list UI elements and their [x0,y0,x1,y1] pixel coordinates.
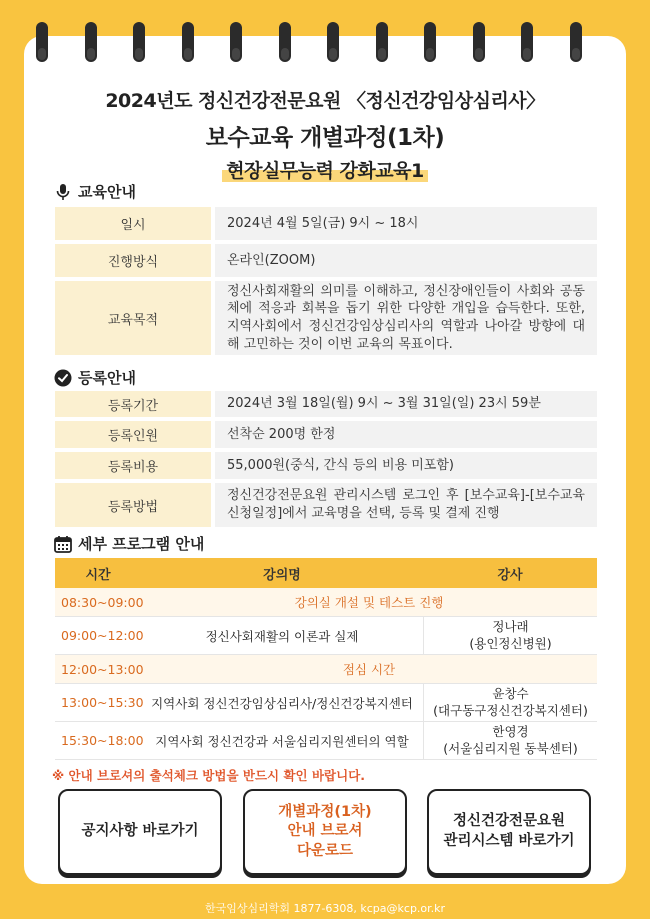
col-header-teacher: 강사 [497,567,523,583]
table-row [55,722,597,760]
row-label: 등록인원 [55,421,211,448]
table-row [55,391,597,417]
row-time: 08:30~09:00 [61,594,144,610]
row-time: 13:00~15:30 [61,695,144,710]
row-label: 진행방식 [55,244,211,277]
row-lecture: 지역사회 정신건강임상심리사/정신건강복지센터 [151,695,413,711]
table-row [55,244,597,277]
header-subtitle: 현장실무능력 강화교육1 [222,160,427,182]
header-title: 보수교육 개별과정(1차) [205,125,445,151]
row-lecture: 지역사회 정신건강과 서울심리지원센터의 역할 [155,733,409,749]
table-row [55,452,597,479]
row-label: 등록비용 [55,452,211,479]
row-time: 12:00~13:00 [61,661,144,677]
table-row [55,483,597,527]
registration-table [55,391,597,531]
row-lecture: 강의실 개설 및 테스트 진행 [294,595,444,610]
table-row [55,588,597,617]
row-value: 2024년 3월 18일(월) 9시 ~ 3월 31일(일) 23시 59분 [215,391,597,417]
education-section-title [54,181,136,202]
table-row [55,617,597,655]
row-time: 15:30~18:00 [61,733,144,748]
microphone-icon [54,183,72,201]
row-value: 정신건강전문요원 관리시스템 로그인 후 [보수교육]-[보수교육신청일정]에서 교육명을 선택, 등록 및 결제 진행 [215,483,597,527]
brochure-download-button[interactable] [243,789,407,875]
check-circle-icon [54,369,72,387]
row-label: 일시 [55,207,211,240]
row-lecture: 정신사회재활의 이론과 실제 [205,628,359,644]
row-label: 교육목적 [55,281,211,355]
row-time: 09:00~12:00 [61,628,144,643]
brochure-download-label: 개별과정(1차) 안내 브로셔 다운로드 [278,803,372,859]
program-title: 세부 프로그램 안내 [78,535,205,553]
table-row [55,281,597,355]
row-label: 등록기간 [55,391,211,417]
notice-link-label: 공지사항 바로가기 [81,823,199,840]
row-teacher: 윤창수 (대구동구정신건강복지센터) [423,684,597,721]
program-section-title [54,533,204,554]
system-link-button[interactable] [427,789,591,875]
row-value: 2024년 4월 5일(금) 9시 ~ 18시 [215,207,597,240]
row-label: 등록방법 [55,483,211,527]
registration-section-title [54,367,136,388]
program-table [55,558,597,760]
education-table [55,207,597,359]
table-row [55,684,597,722]
table-row [55,421,597,448]
binder-rings [0,0,650,80]
notice-link-button[interactable] [58,789,222,875]
program-table-header [55,558,597,588]
calendar-icon [54,535,72,553]
header-line1: 2024년도 정신건강전문요원 〈정신건강임상심리사〉 [105,90,545,112]
col-header-time: 시간 [85,567,111,583]
system-link-label: 정신건강전문요원 관리시스템 바로가기 [443,813,575,849]
registration-title: 등록안내 [78,369,136,387]
row-teacher: 한영경 (서울심리지원 동북센터) [423,722,597,759]
attendance-notice: ※ 안내 브로셔의 출석체크 방법을 반드시 확인 바랍니다. [52,768,366,783]
brochure-header [24,80,626,183]
row-value: 온라인(ZOOM) [215,244,597,277]
row-value: 55,000원(중식, 간식 등의 비용 미포함) [215,452,597,479]
row-value: 선착순 200명 한정 [215,421,597,448]
row-teacher: 정나래 (용인정신병원) [423,617,597,654]
row-lecture: 점심 시간 [342,662,396,677]
footer-contact: 한국임상심리학회 1877-6308, kcpa@kcp.or.kr [204,902,446,915]
table-row [55,207,597,240]
table-row [55,655,597,684]
col-header-lecture: 강의명 [263,567,301,583]
row-value: 정신사회재활의 의미를 이해하고, 정신장애인들이 사회와 공동체에 적응과 회복을 돕기 위한 다양한 개입을 습득한다. 또한, 지역사회에서 정신건강임상심리사의 역할과 나아갈 방향에 대해 고민하는 것이 이번 교육의 목표이다. [215,281,597,355]
education-title: 교육안내 [78,183,136,201]
